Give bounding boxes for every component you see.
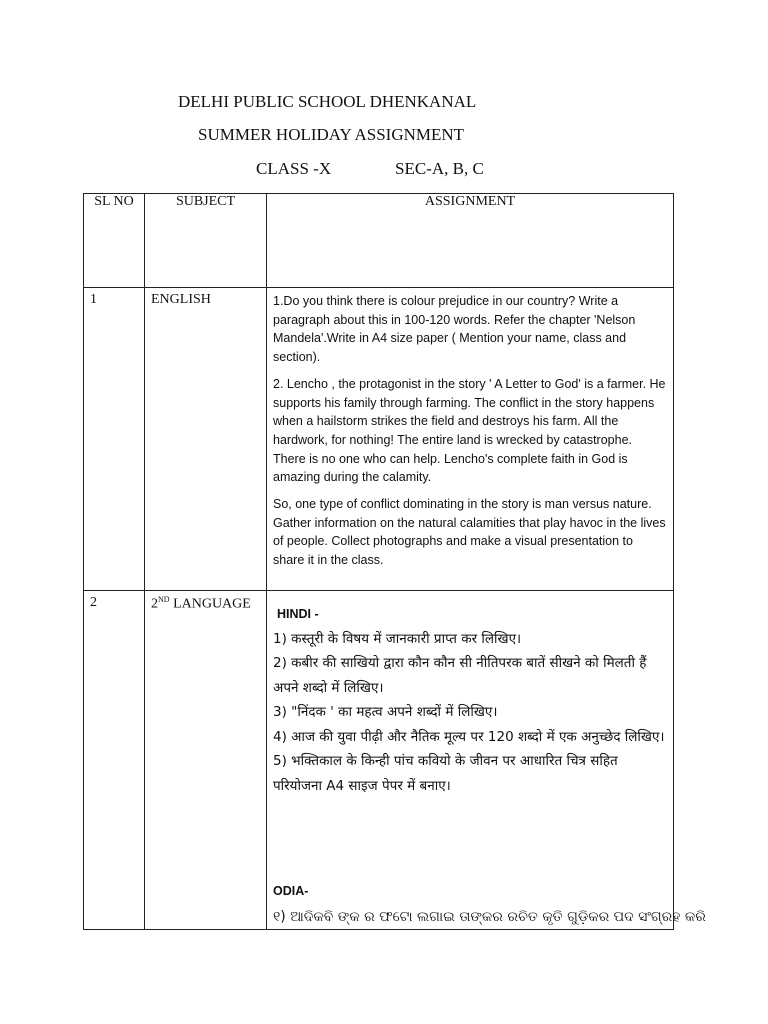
- document-title: SUMMER HOLIDAY ASSIGNMENT: [198, 125, 465, 144]
- table-header-row: [84, 194, 674, 288]
- odia-task: ୧) ଆଦିକବି ଙ୍କ ର ଫଟୋ ଲଗାଇ ତାଙ୍କର ରଚିତ କୃତି ଗୁଡ଼ିକର ପଦ ସଂଗ୍ରହ କରି: [273, 908, 706, 925]
- hindi-task: 2) कबीर की साखियो द्वारा कौन कौन सी नीतिपरक बातें सीखने को मिलती हैं अपने शब्दो में लिखिए।: [273, 655, 647, 696]
- table-row-second-language: [84, 590, 674, 929]
- subject-prefix: 2: [151, 596, 158, 612]
- subject-superscript: ND: [158, 594, 170, 604]
- table-row-english: [84, 288, 674, 591]
- subject-suffix: LANGUAGE: [169, 596, 251, 612]
- assignment-cell-language: [267, 590, 706, 929]
- column-header-sl-no: SL NO: [84, 194, 145, 288]
- subject-cell: [145, 590, 267, 929]
- hindi-task-list: [273, 627, 668, 799]
- assignment-table: [83, 193, 706, 930]
- hindi-task: 3) "निंदक ' का महत्व अपने शब्दों में लिखिए।: [273, 704, 498, 721]
- hindi-task: 1) कस्तूरी के विषय में जानकारी प्राप्त कर लिखिए।: [273, 630, 522, 647]
- odia-heading: ODIA-: [273, 883, 309, 898]
- column-header-assignment: ASSIGNMENT: [267, 194, 674, 288]
- class-section-line: [256, 159, 484, 179]
- sl-no-cell: 2: [84, 590, 145, 929]
- english-task-2-cont: So, one type of conflict dominating in the story is man versus nature. Gather information on the natural calamities that play havoc in the lives of people. Collect photographs and make a visual presentation to share it in the class.: [273, 497, 666, 568]
- class-label: CLASS -X: [256, 159, 332, 178]
- subject-cell: ENGLISH: [145, 288, 267, 591]
- column-header-subject: SUBJECT: [145, 194, 267, 288]
- english-task-1: 1.Do you think there is colour prejudice in our country? Write a paragraph about this in 100-120 words. Refer the chapter 'Nelson Mandela'.Write in A4 size paper ( Mention your name, class and section).: [273, 294, 636, 365]
- section-label: SEC-A, B, C: [395, 159, 484, 178]
- sl-no-cell: 1: [84, 288, 145, 591]
- hindi-task: 4) आज की युवा पीढ़ी और नैतिक मूल्य पर 120 शब्दो में एक अनुच्छेद लिखिए।: [273, 728, 665, 745]
- school-name: DELHI PUBLIC SCHOOL DHENKANAL: [178, 92, 477, 111]
- hindi-task: 5) भक्तिकाल के किन्ही पांच कवियो के जीवन पर आधारित चित्र सहित परियोजना A4 साइज पेपर में बनाए।: [273, 753, 618, 794]
- english-task-2: 2. Lencho , the protagonist in the story ' A Letter to God' is a farmer. He supports his family through farming. The conflict in the story happens when a hailstorm strikes the field and destroys his farm. All the hardwork, for nothing! The entire land is wrecked by catastrophe. There is no one who can help. Lencho's complete faith in God is amazing during the calamity.: [273, 376, 666, 485]
- assignment-cell-english: [267, 288, 674, 591]
- hindi-heading: HINDI -: [277, 606, 319, 621]
